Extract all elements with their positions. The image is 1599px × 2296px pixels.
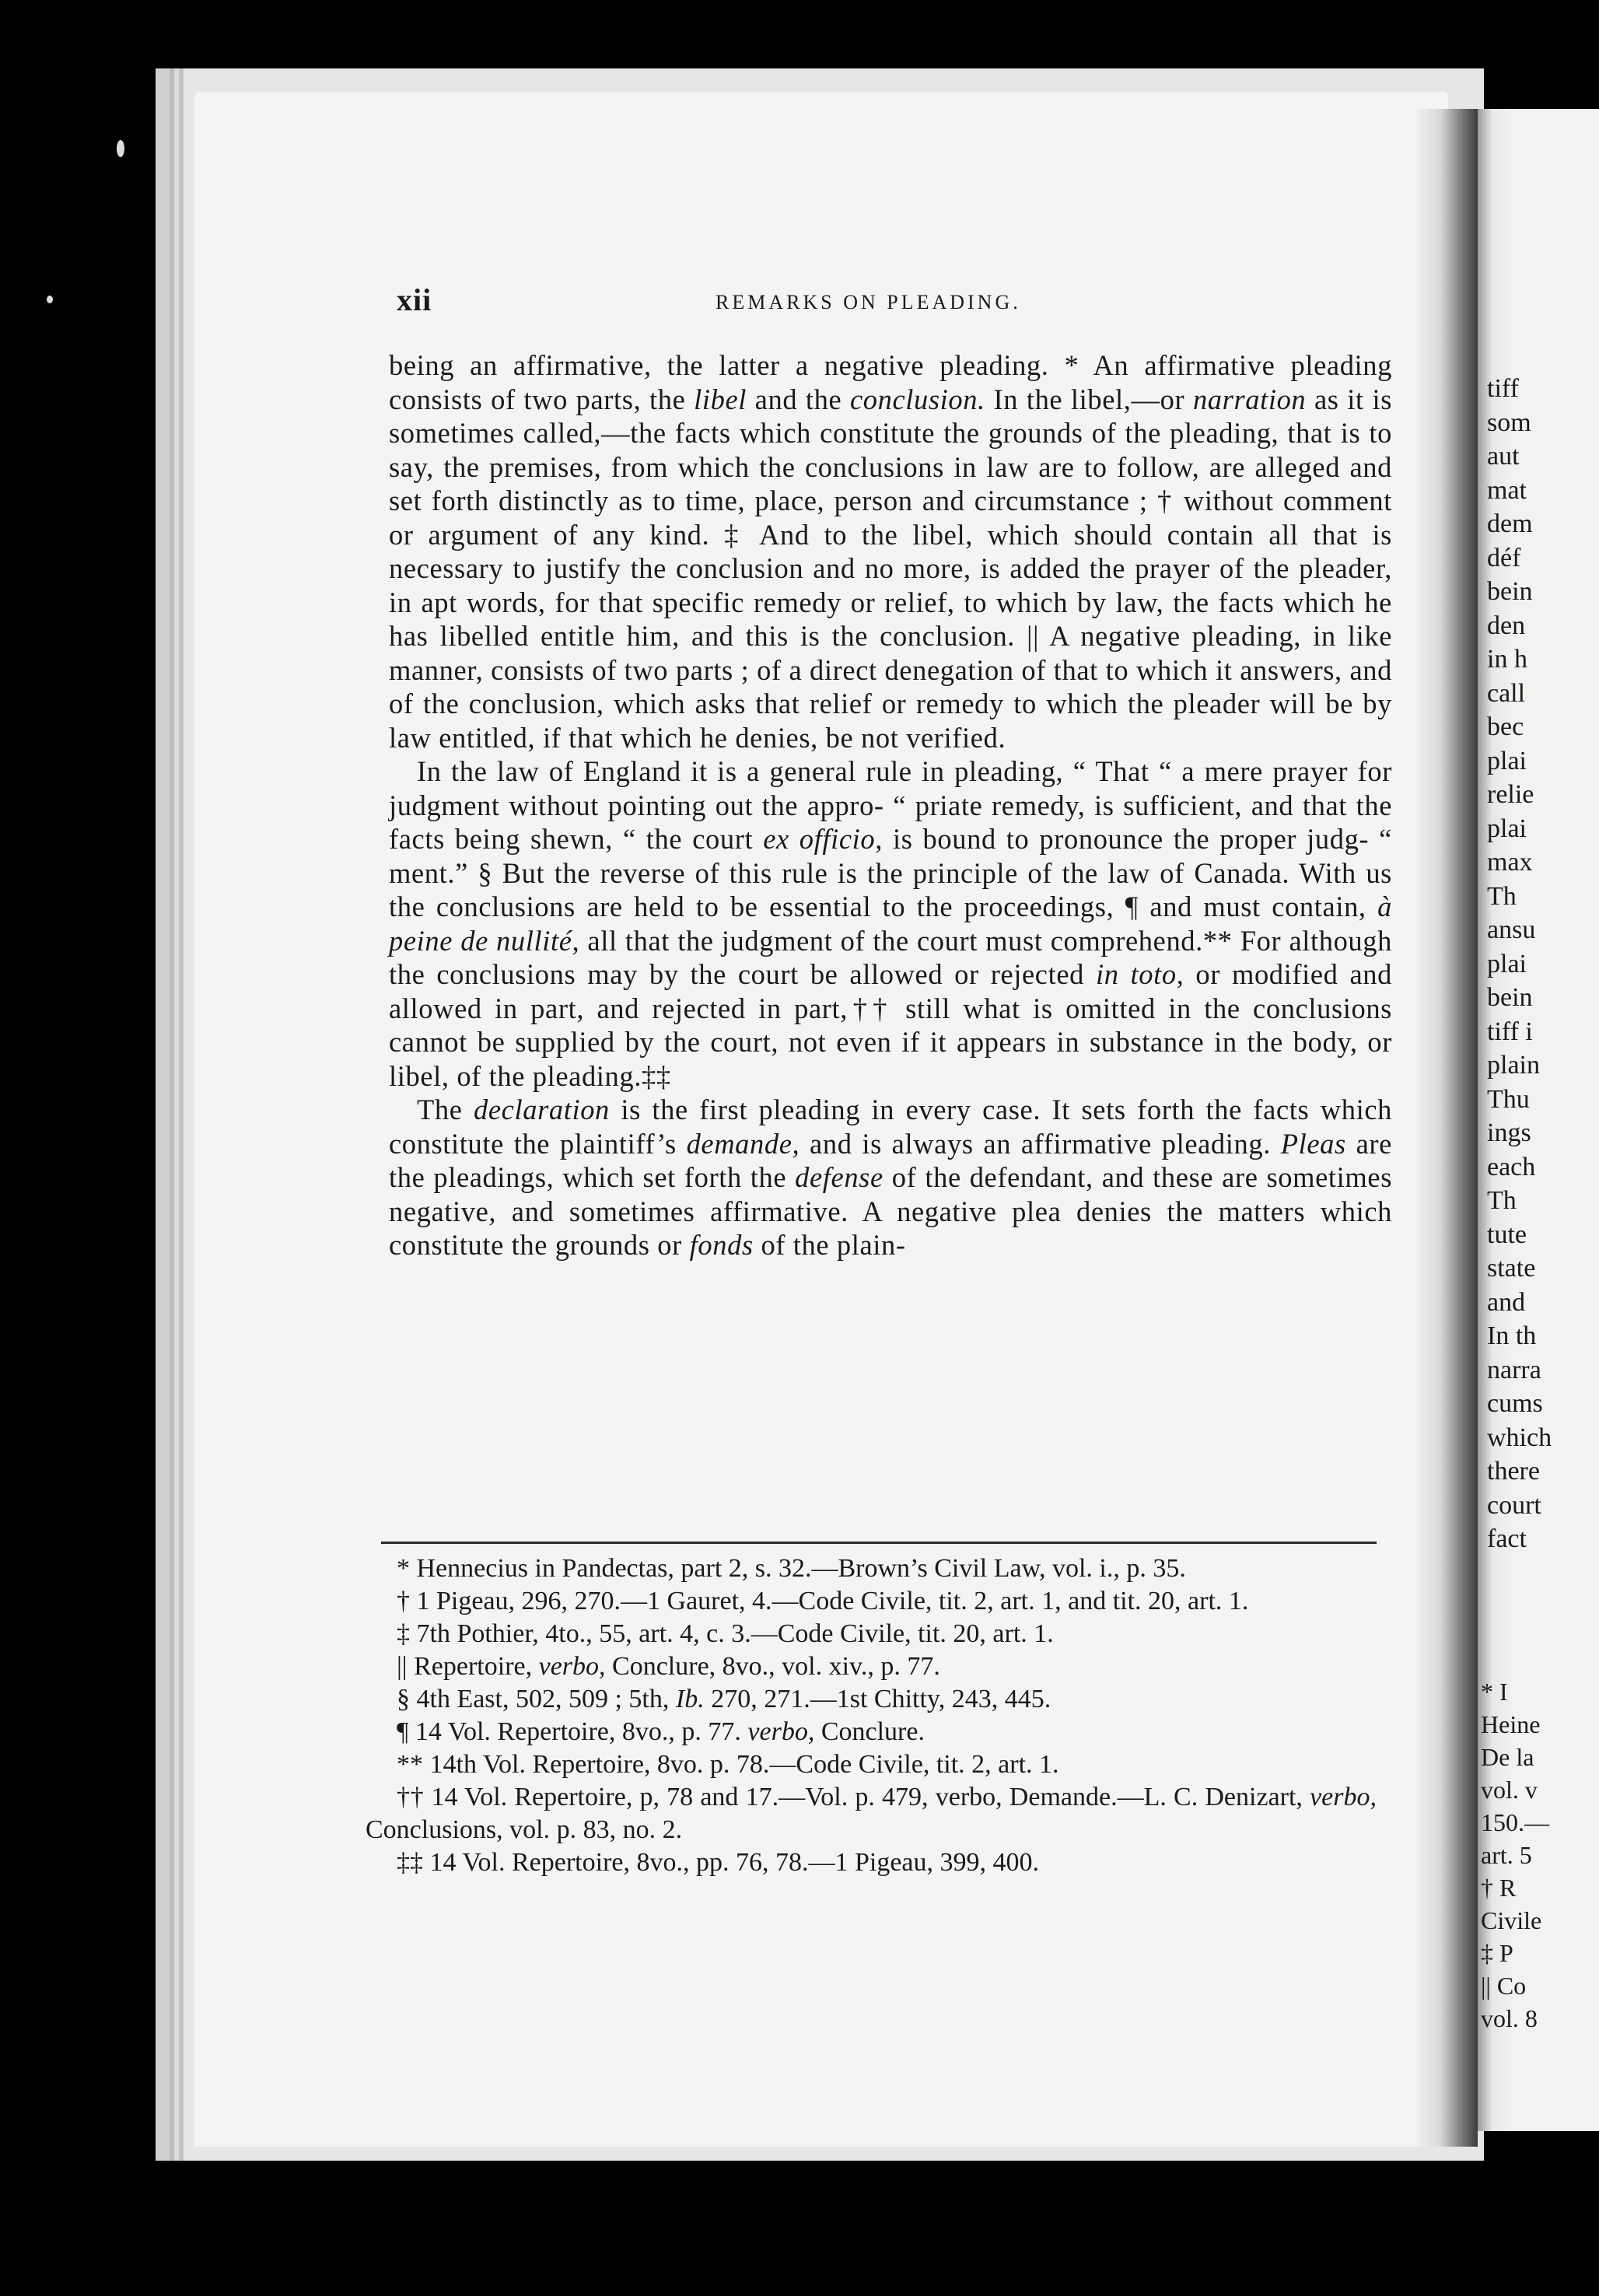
facing-line-fragment: which: [1487, 1423, 1552, 1452]
text-run: Conclure, 8vo., vol. xiv., p. 77.: [605, 1652, 940, 1681]
footnote: [366, 1683, 1377, 1716]
facing-line-fragment: plai: [1487, 949, 1527, 978]
body-text: [389, 348, 1392, 1262]
facing-line-fragment: tiff: [1487, 374, 1519, 403]
text-run: and the: [746, 383, 850, 415]
text-run: all that the judgment of the court must comprehend.** For although the conclusions may by the court be allowed or rejected: [389, 924, 1392, 990]
italic-text-run: conclusion.: [849, 383, 985, 415]
facing-line-fragment: fact: [1487, 1524, 1527, 1553]
facing-note-fragment: ‡ P: [1481, 1939, 1513, 1967]
facing-note-fragment: 150.—: [1481, 1808, 1549, 1836]
text-run: is the first pleading in every case. It sets forth the facts which constitute the plaintiff’s: [389, 1094, 1392, 1160]
facing-line-fragment: tiff i: [1487, 1017, 1533, 1046]
facing-page-text: [1487, 372, 1599, 1556]
text-run: § 4th East, 502, 509 ; 5th,: [397, 1685, 676, 1713]
italic-text-run: verbo,: [747, 1717, 815, 1746]
italic-text-run: Ib.: [675, 1685, 705, 1713]
facing-line-fragment: In th: [1487, 1321, 1537, 1350]
running-head: [397, 282, 1384, 320]
facing-line-fragment: relie: [1487, 780, 1534, 809]
text-run: || Repertoire,: [397, 1652, 539, 1681]
footnote: [366, 1650, 1377, 1683]
text-run: or modified and allowed in part, and rejected in part,†† still what is omitted in the conclusions cannot be supplied by the court, not even if it appears in substance in the body, or libel, of the pleading.‡‡: [389, 958, 1392, 1092]
facing-line-fragment: narra: [1487, 1355, 1541, 1384]
facing-note-fragment: † R: [1481, 1874, 1517, 1902]
text-run: * Hennecius in Pandectas, part 2, s. 32.—Brown’s Civil Law, vol. i., p. 35.: [397, 1554, 1186, 1583]
footnote: [366, 1846, 1377, 1879]
italic-text-run: libel: [694, 383, 747, 415]
italic-text-run: demande,: [686, 1127, 800, 1160]
facing-line-fragment: and: [1487, 1287, 1526, 1317]
facing-line-fragment: Th: [1487, 881, 1517, 911]
facing-page: [1478, 109, 1599, 2131]
facing-line-fragment: den: [1487, 611, 1526, 640]
facing-line-fragment: cums: [1487, 1389, 1543, 1418]
italic-text-run: declaration: [474, 1094, 610, 1125]
italic-text-run: fonds: [689, 1229, 754, 1261]
scan-speck: [117, 140, 124, 157]
facing-line-fragment: plain: [1487, 1051, 1540, 1080]
footnote: [366, 1716, 1377, 1748]
facing-line-fragment: in h: [1487, 645, 1527, 674]
italic-text-run: narration: [1192, 383, 1307, 415]
facing-line-fragment: bein: [1487, 577, 1533, 606]
facing-line-fragment: bein: [1487, 983, 1533, 1012]
facing-line-fragment: max: [1487, 848, 1533, 877]
text-run: as it is sometimes called,—the facts which constitute the grounds of the pleading, that is to say, the premises, from which the conclusions in law are to follow, are alleged and set forth distinctly as to time, place, person and circumstance ; † without comment or argument of any kind. ‡ And to the libel, which should contain all that is necessary to justify the conclusion and no more, is added the prayer of the pleader, in apt words, for that specific remedy or relief, to which by law, the facts which he has libelled entitle him, and this is the conclusion. || A negative pleading, in like manner, consists of two parts ; of a direct denegation of that to which it answers, and of the conclusion, which asks that relief or remedy to which the pleader will be by law entitled, if that which he denies, be not verified.: [389, 383, 1393, 754]
italic-text-run: defense: [795, 1161, 883, 1193]
facing-note-fragment: vol. 8: [1481, 2004, 1538, 2032]
text-run: Conclusions, vol. p. 83, no. 2.: [366, 1815, 683, 1844]
text-run: ** 14th Vol. Repertoire, 8vo. p. 78.—Code Civile, tit. 2, art. 1.: [397, 1750, 1059, 1779]
facing-line-fragment: dem: [1487, 509, 1533, 538]
facing-note-fragment: Civile: [1481, 1906, 1542, 1934]
facing-line-fragment: plai: [1487, 746, 1527, 775]
text-run: † 1 Pigeau, 296, 270.—1 Gauret, 4.—Code Civile, tit. 2, art. 1, and tit. 20, art. 1.: [397, 1587, 1249, 1615]
facing-line-fragment: aut: [1487, 442, 1520, 471]
facing-line-fragment: som: [1487, 408, 1531, 437]
facing-line-fragment: Thu: [1487, 1084, 1530, 1114]
facing-line-fragment: call: [1487, 678, 1526, 708]
text-run: ‡ 7th Pothier, 4to., 55, art. 4, c. 3.—Code Civile, tit. 20, art. 1.: [397, 1619, 1054, 1648]
facing-line-fragment: Th: [1487, 1186, 1517, 1215]
body-paragraph: [389, 1093, 1392, 1262]
facing-line-fragment: déf: [1487, 543, 1521, 572]
facing-line-fragment: ings: [1487, 1118, 1531, 1147]
italic-text-run: verbo,: [1310, 1783, 1377, 1811]
text-run: are the pleadings, which set forth the: [389, 1127, 1392, 1193]
footnote: [366, 1748, 1377, 1781]
italic-text-run: à peine de nullité,: [389, 891, 1392, 957]
text-run: ¶ 14 Vol. Repertoire, 8vo., p. 77.: [397, 1717, 748, 1746]
footnotes: [366, 1552, 1377, 1879]
text-run: In the libel,—or: [985, 383, 1193, 415]
running-title: REMARKS ON PLEADING.: [716, 291, 1021, 313]
text-run: being an affirmative, the latter a negative pleading. * An affirmative pleading consists of two parts, the: [389, 349, 1392, 415]
facing-note-fragment: vol. v: [1481, 1776, 1538, 1804]
facing-line-fragment: court: [1487, 1490, 1541, 1520]
footnote: [366, 1585, 1377, 1618]
footnote: [366, 1618, 1377, 1650]
italic-text-run: Pleas: [1280, 1127, 1346, 1160]
facing-line-fragment: there: [1487, 1457, 1540, 1486]
facing-line-fragment: plai: [1487, 814, 1527, 843]
text-run: †† 14 Vol. Repertoire, p, 78 and 17.—Vol. p. 479, verbo, Demande.—L. C. Denizart,: [397, 1783, 1310, 1811]
body-paragraph: [389, 754, 1392, 1093]
italic-text-run: verbo,: [538, 1652, 606, 1681]
facing-note-fragment: De la: [1481, 1743, 1534, 1771]
facing-note-fragment: * I: [1481, 1678, 1508, 1706]
facing-line-fragment: each: [1487, 1152, 1536, 1181]
scan-speck: [47, 296, 53, 303]
book-gutter: [1415, 109, 1478, 2147]
footnote-rule: [381, 1542, 1377, 1544]
facing-line-fragment: ansu: [1487, 915, 1536, 944]
facing-note-fragment: || Co: [1481, 1972, 1527, 2000]
facing-note-fragment: art. 5: [1481, 1841, 1532, 1869]
footnote: [366, 1781, 1377, 1846]
italic-text-run: ex officio,: [763, 823, 883, 855]
facing-line-fragment: tute: [1487, 1220, 1527, 1249]
text-run: ‡‡ 14 Vol. Repertoire, 8vo., pp. 76, 78.—1 Pigeau, 399, 400.: [397, 1848, 1040, 1877]
text-run: of the plain-: [753, 1229, 906, 1261]
facing-note-fragment: Heine: [1481, 1710, 1541, 1738]
facing-page-footnotes: [1481, 1675, 1599, 2035]
text-run: of the defendant, and these are sometimes negative, and sometimes affirmative. A negative plea denies the matters which constitute the grounds or: [389, 1161, 1392, 1261]
italic-text-run: in toto,: [1095, 958, 1184, 990]
text-run: The: [417, 1094, 474, 1125]
facing-line-fragment: bec: [1487, 712, 1524, 741]
text-run: Conclure.: [814, 1717, 925, 1746]
facing-line-fragment: mat: [1487, 475, 1527, 505]
text-run: 270, 271.—1st Chitty, 243, 445.: [704, 1685, 1051, 1713]
footnote: [366, 1552, 1377, 1585]
body-paragraph: [389, 348, 1392, 754]
page-number: xii: [397, 282, 432, 317]
text-run: and is always an affirmative pleading.: [800, 1127, 1281, 1160]
text-run: is bound to pronounce the proper judg- “ ment.” § But the reverse of this rule is the principle of the law of Canada. With us the conclusions are held to be essential to the proceedings, ¶ and must contain,: [389, 823, 1392, 922]
text-run: In the law of England it is a general rule in pleading, “ That “ a mere prayer for judgment without pointing out the appro- “ priate remedy, is sufficient, and that the facts being shewn, “ the court: [389, 755, 1392, 855]
facing-line-fragment: state: [1487, 1254, 1536, 1283]
